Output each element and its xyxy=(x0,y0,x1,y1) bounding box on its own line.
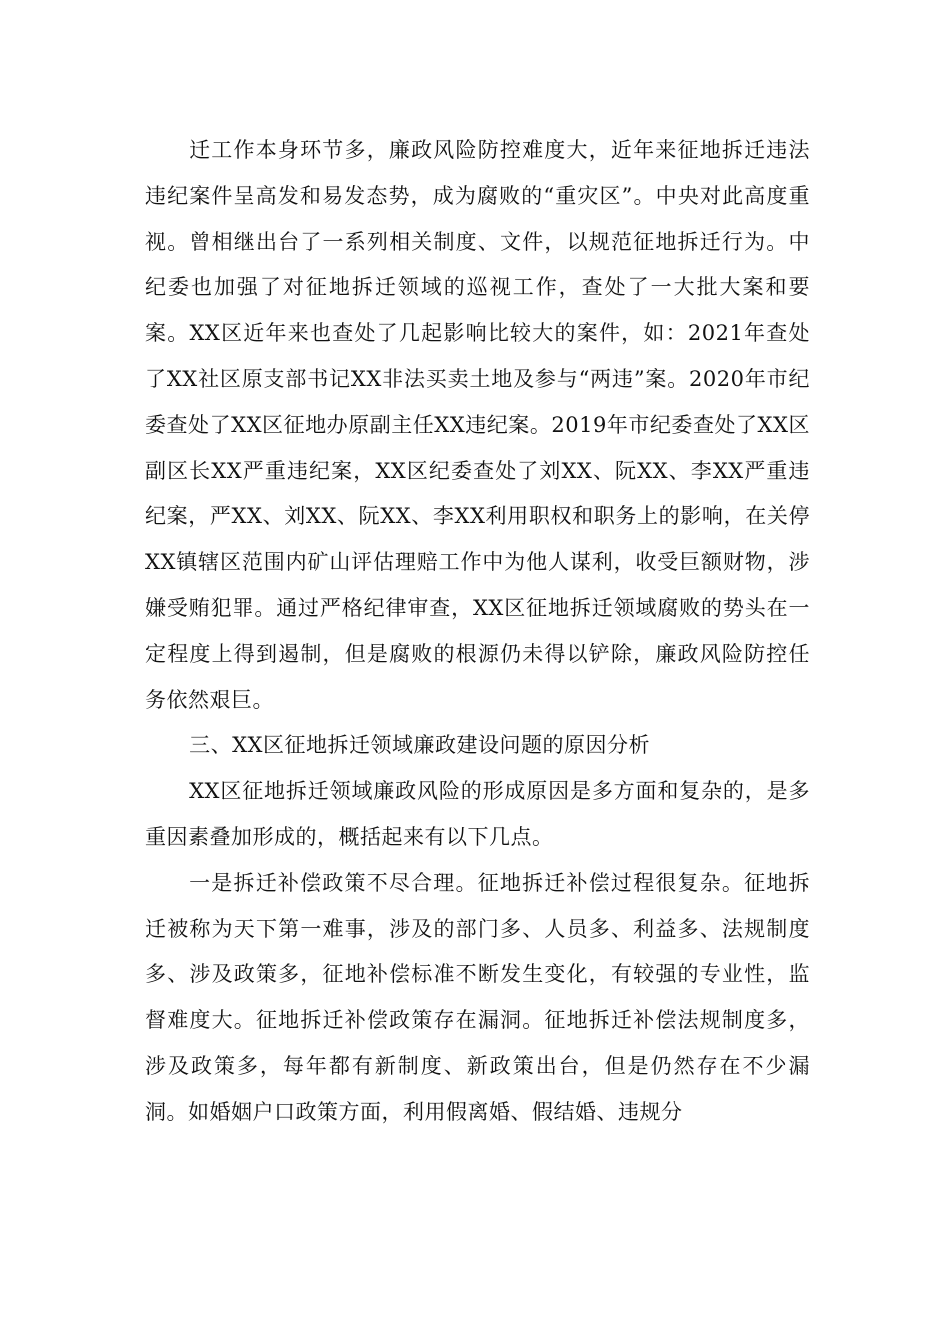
paragraph-compensation-policy: 一是拆迁补偿政策不尽合理。征地拆迁补偿过程很复杂。征地拆迁被称为天下第一难事，涉及的部门多、人员多、利益多、法规制度多、涉及政策多，征地补偿标准不断发生变化，有较强的专业性，监督难度大。征地拆迁补偿政策存在漏洞。征地拆迁补偿法规制度多，涉及政策多，每年都有新制度、新政策出台，但是仍然存在不少漏洞。如婚姻户口政策方面，利用假离婚、假结婚、违规分 xyxy=(145,870,810,1124)
paragraph-cause-intro: XX区征地拆迁领域廉政风险的形成原因是多方面和复杂的，是多重因素叠加形成的，概括起来有以下几点。 xyxy=(145,779,810,849)
section-heading-cause-analysis: 三、XX区征地拆迁领域廉政建设问题的原因分析 xyxy=(189,733,650,758)
paragraph-case-overview: 迁工作本身环节多，廉政风险防控难度大，近年来征地拆迁违法违纪案件呈高发和易发态势，成为腐败的“重灾区”。中央对此高度重视。曾相继出台了一系列相关制度、文件，以规范征地拆迁行为。中纪委也加强了对征地拆迁领域的巡视工作，查处了一大批大案和要案。XX区近年来也查处了几起影响比较大的案件，如：2021年查处了XX社区原支部书记XX非法买卖土地及参与“两违”案。2020年市纪委查处了XX区征地办原副主任XX违纪案。2019年市纪委查处了XX区副区长XX严重违纪案，XX区纪委查处了刘XX、阮XX、李XX严重违纪案，严XX、刘XX、阮XX、李XX利用职权和职务上的影响，在关停XX镇辖区范围内矿山评估理赔工作中为他人谋利，收受巨额财物，涉嫌受贿犯罪。通过严格纪律审查，XX区征地拆迁领域腐败的势头在一定程度上得到遏制，但是腐败的根源仍未得以铲除，廉政风险防控任务依然艰巨。 xyxy=(145,138,810,712)
document-body xyxy=(145,128,810,1136)
